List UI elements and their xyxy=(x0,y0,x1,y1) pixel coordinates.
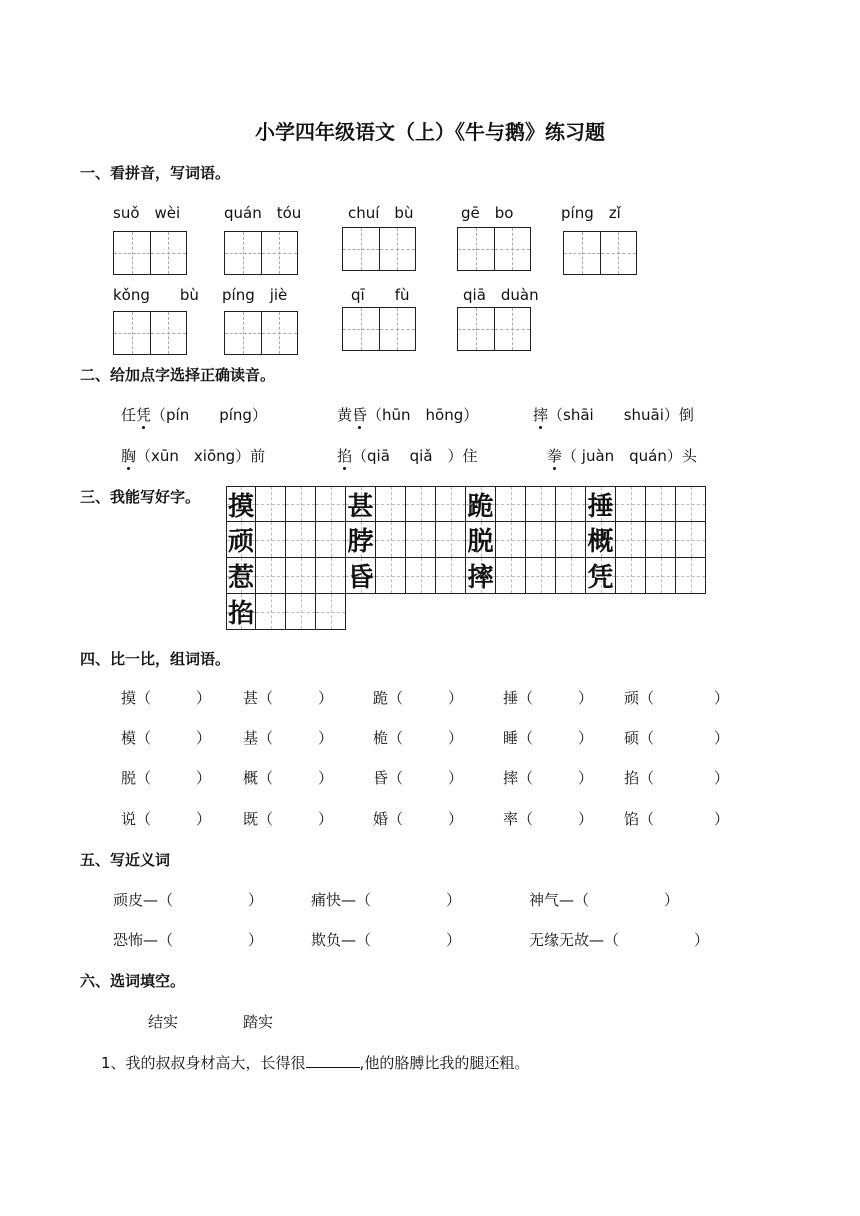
writing-cell[interactable] xyxy=(286,594,316,630)
choice-word-1: 结实 xyxy=(148,1013,179,1031)
writing-cell[interactable] xyxy=(616,522,646,558)
writing-cell[interactable] xyxy=(436,486,466,522)
writing-cell[interactable] xyxy=(646,522,676,558)
writing-cell[interactable] xyxy=(556,486,586,522)
answer-grid-1[interactable] xyxy=(113,231,187,275)
writing-cell[interactable]: 摸 xyxy=(226,486,256,522)
compare-item[interactable]: 顽（ ） xyxy=(624,689,730,707)
writing-cell[interactable] xyxy=(376,522,406,558)
reading-item-1: 任凭（pín píng） xyxy=(121,406,267,424)
answer-grid-9[interactable] xyxy=(457,307,531,351)
page-title: 小学四年级语文（上）《牛与鹅》练习题 xyxy=(255,120,605,144)
synonym-item[interactable]: 恐怖—（ ） xyxy=(113,931,264,949)
writing-cell[interactable] xyxy=(376,486,406,522)
writing-cell[interactable] xyxy=(256,522,286,558)
writing-cell[interactable]: 惹 xyxy=(226,558,256,594)
writing-cell[interactable] xyxy=(256,594,286,630)
writing-cell[interactable] xyxy=(436,522,466,558)
writing-cell[interactable] xyxy=(436,558,466,594)
answer-grid-3[interactable] xyxy=(342,227,416,271)
writing-cell[interactable] xyxy=(616,558,646,594)
writing-grid[interactable] xyxy=(226,486,706,630)
writing-cell[interactable] xyxy=(406,486,436,522)
compare-item[interactable]: 硕（ ） xyxy=(624,729,730,747)
writing-cell[interactable] xyxy=(676,522,706,558)
writing-cell[interactable] xyxy=(526,486,556,522)
section-3-heading: 三、我能写好字。 xyxy=(80,488,201,506)
section-1-heading: 一、看拼音，写词语。 xyxy=(80,164,231,182)
synonym-item[interactable]: 神气—（ ） xyxy=(529,891,680,909)
reading-item-6: 拳（ juàn quán）头 xyxy=(547,447,697,465)
writing-cell[interactable] xyxy=(316,522,346,558)
writing-cell[interactable] xyxy=(556,558,586,594)
compare-item[interactable]: 模（ ） xyxy=(121,729,212,747)
pinyin-3: chuí bù xyxy=(348,204,414,222)
compare-item[interactable]: 掐（ ） xyxy=(624,769,730,787)
compare-item[interactable]: 基（ ） xyxy=(243,729,334,747)
section-2-heading: 二、给加点字选择正确读音。 xyxy=(80,366,276,384)
writing-row-2 xyxy=(226,522,706,558)
writing-cell[interactable] xyxy=(646,486,676,522)
compare-item[interactable]: 说（ ） xyxy=(121,810,212,828)
writing-cell[interactable]: 掐 xyxy=(226,594,256,630)
compare-item[interactable]: 睡（ ） xyxy=(503,729,594,747)
writing-row-4 xyxy=(226,594,706,630)
writing-cell[interactable] xyxy=(316,486,346,522)
pinyin-6: kǒng bù xyxy=(113,286,199,304)
compare-item[interactable]: 率（ ） xyxy=(503,810,594,828)
writing-cell[interactable] xyxy=(376,558,406,594)
compare-item[interactable]: 既（ ） xyxy=(243,810,334,828)
answer-grid-7[interactable] xyxy=(224,311,298,355)
writing-cell[interactable] xyxy=(526,522,556,558)
compare-item[interactable]: 摔（ ） xyxy=(503,769,594,787)
writing-cell[interactable] xyxy=(496,486,526,522)
pinyin-5: píng zǐ xyxy=(561,204,621,222)
synonym-item[interactable]: 无缘无故—（ ） xyxy=(529,931,710,949)
pinyin-7: píng jiè xyxy=(222,286,288,304)
writing-cell[interactable]: 顽 xyxy=(226,522,256,558)
writing-cell[interactable] xyxy=(556,522,586,558)
reading-item-4: 胸（xūn xiōng）前 xyxy=(121,447,266,465)
writing-cell[interactable] xyxy=(286,522,316,558)
answer-grid-6[interactable] xyxy=(113,311,187,355)
pinyin-2: quán tóu xyxy=(224,204,302,222)
writing-cell[interactable] xyxy=(286,486,316,522)
pinyin-1: suǒ wèi xyxy=(113,204,181,222)
writing-cell[interactable] xyxy=(526,558,556,594)
answer-grid-2[interactable] xyxy=(224,231,298,275)
reading-item-5: 掐（qiā qiǎ ）住 xyxy=(337,447,478,465)
compare-item[interactable]: 馅（ ） xyxy=(624,810,730,828)
writing-cell[interactable]: 脖 xyxy=(346,522,376,558)
synonym-item[interactable]: 欺负—（ ） xyxy=(311,931,462,949)
choice-word-2: 踏实 xyxy=(243,1013,274,1031)
answer-grid-8[interactable] xyxy=(342,307,416,351)
writing-cell[interactable] xyxy=(676,558,706,594)
section-4-heading: 四、比一比，组词语。 xyxy=(80,650,231,668)
writing-cell[interactable]: 脱 xyxy=(466,522,496,558)
answer-grid-4[interactable] xyxy=(457,227,531,271)
compare-item[interactable]: 桅（ ） xyxy=(373,729,464,747)
reading-item-3: 摔（shāi shuāi）倒 xyxy=(533,406,694,424)
writing-cell[interactable] xyxy=(406,522,436,558)
pinyin-8: qī fù xyxy=(351,286,410,304)
writing-cell[interactable] xyxy=(316,594,346,630)
writing-cell[interactable] xyxy=(496,522,526,558)
writing-cell[interactable] xyxy=(286,558,316,594)
compare-item[interactable]: 捶（ ） xyxy=(503,689,594,707)
writing-cell[interactable]: 概 xyxy=(586,522,616,558)
fill-blank[interactable] xyxy=(306,1053,360,1068)
writing-row-3 xyxy=(226,558,706,594)
section-5-heading: 五、写近义词 xyxy=(80,851,171,869)
writing-cell[interactable] xyxy=(256,558,286,594)
question-1: 1、我的叔叔身材高大，长得很 ,他的胳膊比我的腿还粗。 xyxy=(101,1054,530,1072)
writing-row-1 xyxy=(226,486,706,522)
compare-item[interactable]: 昏（ ） xyxy=(373,769,464,787)
writing-cell[interactable]: 甚 xyxy=(346,486,376,522)
synonym-item[interactable]: 痛快—（ ） xyxy=(311,891,462,909)
writing-cell[interactable]: 凭 xyxy=(586,558,616,594)
compare-item[interactable]: 婚（ ） xyxy=(373,810,464,828)
answer-grid-5[interactable] xyxy=(563,231,637,275)
writing-cell[interactable] xyxy=(676,486,706,522)
pinyin-4: gē bo xyxy=(461,204,514,222)
compare-item[interactable]: 概（ ） xyxy=(243,769,334,787)
writing-cell[interactable] xyxy=(616,486,646,522)
compare-item[interactable]: 甚（ ） xyxy=(243,689,334,707)
writing-cell[interactable] xyxy=(316,558,346,594)
writing-cell[interactable] xyxy=(256,486,286,522)
pinyin-9: qiā duàn xyxy=(463,286,539,304)
compare-item[interactable]: 跪（ ） xyxy=(373,689,464,707)
writing-cell[interactable]: 摔 xyxy=(466,558,496,594)
writing-cell[interactable] xyxy=(406,558,436,594)
compare-item[interactable]: 脱（ ） xyxy=(121,769,212,787)
writing-cell[interactable] xyxy=(496,558,526,594)
compare-item[interactable]: 摸（ ） xyxy=(121,689,212,707)
writing-cell[interactable] xyxy=(646,558,676,594)
writing-cell[interactable]: 跪 xyxy=(466,486,496,522)
synonym-item[interactable]: 顽皮—（ ） xyxy=(113,891,264,909)
section-6-heading: 六、选词填空。 xyxy=(80,972,186,990)
writing-cell[interactable]: 捶 xyxy=(586,486,616,522)
reading-item-2: 黄昏（hūn hōng） xyxy=(337,406,479,424)
writing-cell[interactable]: 昏 xyxy=(346,558,376,594)
